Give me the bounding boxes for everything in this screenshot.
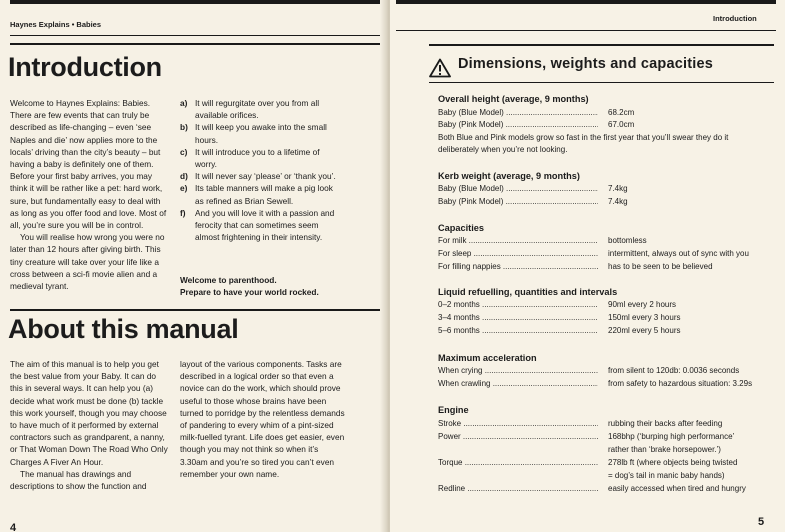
spec-row [438,471,770,483]
spec-row [438,236,770,248]
manual-paragraph: layout of the various components. Tasks are described in a logical order so that even a novice can do the work, which should prove useful to those whose brains have been turned to porridge by the relentless demands of pandering to every whim of a pint-sized milk-fuelled tyrant. Life does get easier, even though you may not think so when it’s 3.30am and you’re so tired you can’t even remember your own name. [180,359,345,479]
spec-label: Redline ..... [438,484,598,493]
list-letter: a) [180,98,188,108]
spec-label: Baby (Pink Model) ..... [438,197,598,206]
spec-value: 220ml every 5 hours [608,326,681,335]
left-page [0,0,386,532]
title-underline [429,82,774,83]
spec-value: 7.4kg [608,184,628,193]
running-header: Haynes Explains • Babies [10,20,101,29]
top-rule [396,0,776,4]
list-letter: f) [180,207,186,218]
spec-label: Power ..... [438,432,598,441]
spec-row [438,197,770,209]
manual-column-2 [180,358,346,480]
spec-row [438,458,770,470]
page-number: 5 [758,516,765,528]
list-item [180,97,340,121]
list-text: Its table manners will make a pig look as refined as Brian Sewell. [195,183,333,206]
header-rule [396,30,776,31]
spec-value: rather than ‘brake horsepower.’) [608,445,721,454]
spec-label: For sleep ..... [438,249,598,258]
section-heading: Maximum acceleration [438,353,537,363]
page-number: 4 [10,522,17,532]
spec-label: For milk ..... [438,236,598,245]
section-heading: Engine [438,405,469,415]
spec-row [438,313,770,325]
spec-label: For filling nappies ..... [438,262,598,271]
spec-row [438,484,770,496]
spec-row [438,249,770,261]
list-letter: e) [180,183,188,194]
spec-row [438,419,770,431]
spec-value: easily accessed when tired and hungry [608,484,746,493]
right-page [390,0,785,532]
intro-text [10,97,168,292]
spec-value: rubbing their backs after feeding [608,419,723,428]
closing-line: Welcome to parenthood. [180,275,277,285]
section-heading: Liquid refuelling, quantities and intervals [438,287,618,297]
spec-label: 0–2 months ..... [438,300,598,309]
spec-label: Torque ..... [438,458,598,467]
spec-label: Stroke ..... [438,419,598,428]
spec-row [438,366,770,378]
list-letter: b) [180,122,188,133]
spec-label: When crawling ..... [438,379,598,388]
spec-value: intermittent, always out of sync with you [608,249,749,258]
spec-value: 150ml every 3 hours [608,313,681,322]
running-header: Introduction [713,14,757,23]
list-text: It will introduce you to a lifetime of worry. [195,146,320,170]
title-rule [429,44,774,46]
page-title: Introduction [8,52,162,82]
spec-label: When crying ..... [438,366,598,375]
spec-value: 7.4kg [608,197,628,206]
spec-row [438,326,770,338]
closing-lines [180,274,380,298]
manual-column-1 [10,358,170,492]
section-heading: Capacities [438,223,484,233]
spec-row [438,445,770,457]
list-item [180,170,340,182]
spec-value: from silent to 120db: 0.0036 seconds [608,366,740,375]
manual-paragraph: The aim of this manual is to help you get the best value from your Baby. It can do this in several ways. It can help you (a) decide what work must be done (b) tackle this work yourself, though you may choose to have much of it performed by external contractors such as grandparent, a nanny, or That Woman Down The Road Who Only Charges A Fiver An Hour. [10,359,168,467]
list-text: It will regurgitate over you from all available orifices. [195,98,320,121]
list-item [180,182,340,206]
spec-row [438,379,770,391]
intro-paragraph: Welcome to Haynes Explains: Babies. There are few events that can truly be described as life-changing – even ‘see Naples and die’ now applies more to the locals’ driving than the city’s beauty – but having a baby is definitely one of them. Before your first baby arrives, you may think it will be rather like a pet: hard work, sure, but fundamentally easy to deal with as long as you offer food and love. Most of all, you’re sure you will be in control. [10,98,167,231]
list-letter: d) [180,171,188,182]
title-rule [10,43,382,45]
list-text: It will keep you awake into the small hours. [195,122,327,145]
spec-row [438,184,770,196]
spec-label: Baby (Pink Model) ..... [438,120,598,129]
spec-value: from safety to hazardous situation: 3.29s [608,379,753,388]
list-letter: c) [180,146,188,157]
section-rule [10,309,382,311]
spec-row [438,108,770,120]
spec-value: has to be seen to be believed [608,262,713,271]
spec-label: 5–6 months ..... [438,326,598,335]
spec-label: 3–4 months ..... [438,313,598,322]
section-title: About this manual [8,314,239,344]
section-heading: Kerb weight (average, 9 months) [438,171,580,181]
spec-row [438,432,770,444]
spec-row [438,120,770,132]
spec-note: Both Blue and Pink models grow so fast in the first year that you’ll swear they do it deliberately when you’re not looking. [438,133,729,154]
spec-row [438,262,770,274]
spec-value: 278lb ft (where objects being twisted [608,458,738,467]
section-title: Dimensions, weights and capacities [458,56,713,72]
list-item [180,146,340,170]
warning-triangle-icon [429,58,451,78]
closing-line: Prepare to have your world rocked. [180,287,319,298]
spec-row [438,300,770,312]
manual-paragraph: The manual has drawings and descriptions to show the function and [10,468,147,492]
spec-value: 168bhp (‘burping high performance’ [608,432,735,441]
spec-value: = dog’s tail in manic baby hands) [608,471,725,480]
spec-value: 67.0cm [608,120,635,129]
spec-label: Baby (Blue Model) ..... [438,184,598,193]
list-item [180,207,340,244]
top-rule [10,0,382,4]
spec-value: 68.2cm [608,108,635,117]
spec-value: bottomless [608,236,647,245]
list-text: It will never say ‘please’ or ‘thank you’. [195,171,336,182]
list-text: And you will love it with a passion and ferocity that can sometimes seem almost frightening in their intensity. [195,207,335,243]
spec-value: 90ml every 2 hours [608,300,677,309]
lettered-list [180,97,340,243]
header-rule [10,35,382,36]
spec-label: Baby (Blue Model) ..... [438,108,598,117]
intro-paragraph: You will realise how wrong you were no later than 12 hours after giving birth. This tiny creature will take over your life like a cross between a sci-fi movie alien and a medieval tyrant. [10,232,165,292]
list-item [180,121,340,145]
section-heading: Overall height (average, 9 months) [438,94,589,104]
